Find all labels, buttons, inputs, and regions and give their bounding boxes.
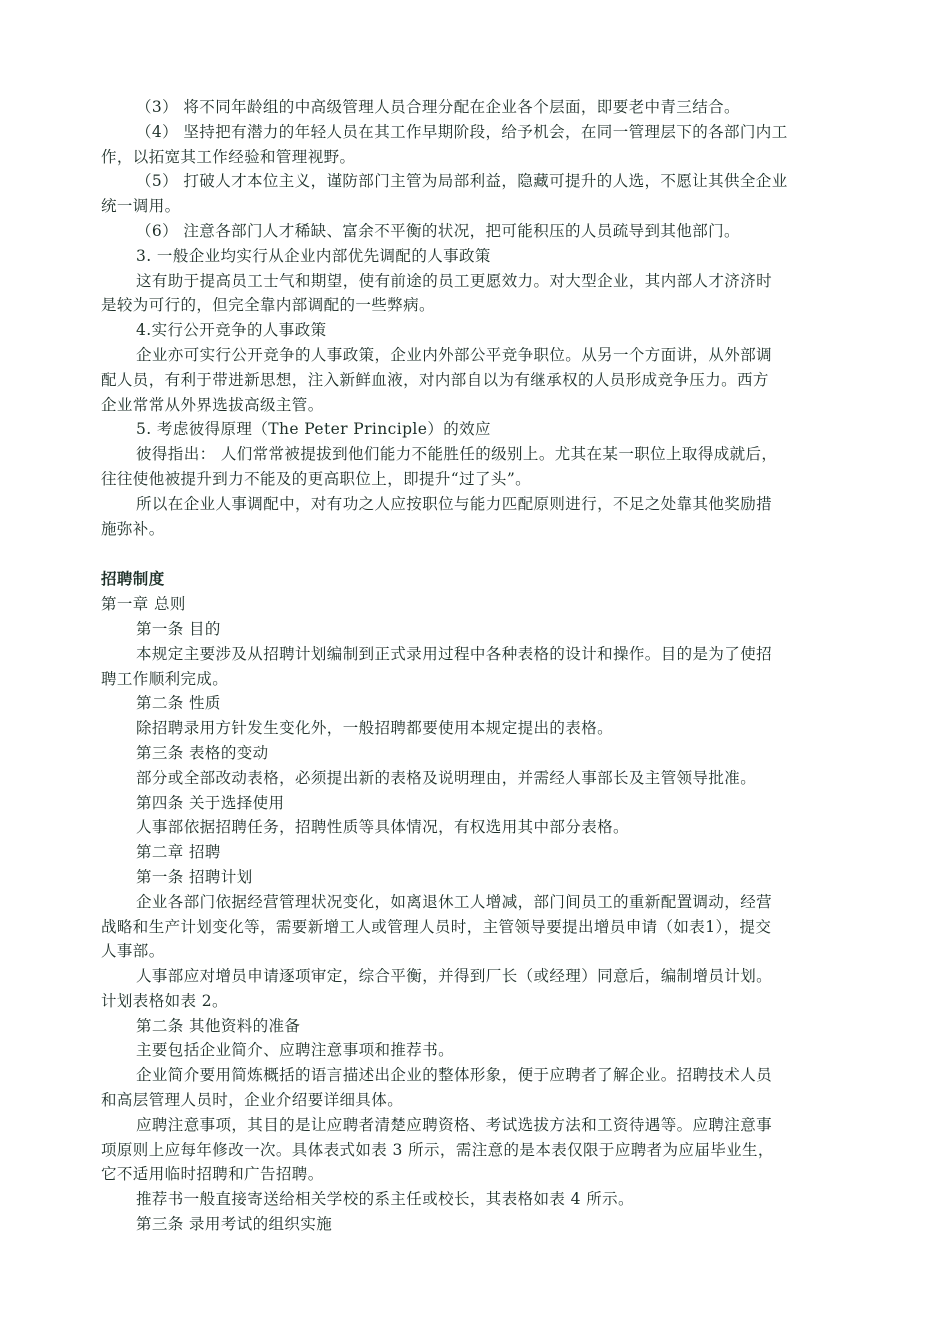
paragraph-line: 项原则上应每年修改一次。具体表式如表 3 所示，需注意的是本表仅限于应聘者为应届毕业生， bbox=[101, 1140, 774, 1159]
paragraph-line: 战略和生产计划变化等，需要新增工人或管理人员时，主管领导要提出增员申请（如表1），提交 bbox=[101, 917, 772, 936]
paragraph-line: 人事部。 bbox=[101, 942, 165, 961]
paragraph-line: 彼得指出： 人们常常被提拔到他们能力不能胜任的级别上。尤其在某一职位上取得成就后， bbox=[136, 445, 778, 464]
paragraph-line: 企业常常从外界选拔高级主管。 bbox=[101, 395, 324, 414]
paragraph-line: 施弥补。 bbox=[101, 519, 165, 538]
article-heading: 第一条 招聘计划 bbox=[136, 867, 253, 886]
paragraph-line: 企业各部门依据经营管理状况变化，如离退休工人增减，部门间员工的重新配置调动，经营 bbox=[136, 892, 773, 911]
paragraph-line: 企业简介要用简炼概括的语言描述出企业的整体形象，便于应聘者了解企业。招聘技术人员 bbox=[136, 1066, 773, 1085]
section-heading: 5. 考虑彼得原理（The Peter Principle）的效应 bbox=[136, 420, 491, 439]
paragraph-line: 聘工作顺利完成。 bbox=[101, 669, 229, 688]
paragraph-line: 配人员，有利于带进新思想，注入新鲜血液，对内部自以为有继承权的人员形成竞争压力。西方 bbox=[101, 370, 769, 389]
article-heading: 第一条 目的 bbox=[136, 619, 221, 638]
paragraph-line: 这有助于提高员工士气和期望，使有前途的员工更愿效力。对大型企业，其内部人才济济时 bbox=[136, 271, 773, 290]
chapter-heading: 第一章 总则 bbox=[101, 595, 186, 614]
paragraph-line: 除招聘录用方针发生变化外，一般招聘都要使用本规定提出的表格。 bbox=[136, 719, 614, 738]
paragraph-line: 本规定主要涉及从招聘计划编制到正式录用过程中各种表格的设计和操作。目的是为了使招 bbox=[136, 644, 773, 663]
paragraph-line: 人事部依据招聘任务，招聘性质等具体情况，有权选用其中部分表格。 bbox=[136, 818, 629, 837]
paragraph-line: 部分或全部改动表格，必须提出新的表格及说明理由，并需经人事部长及主管领导批准。 bbox=[136, 768, 757, 787]
paragraph-line: 推荐书一般直接寄送给相关学校的系主任或校长，其表格如表 4 所示。 bbox=[136, 1190, 634, 1209]
paragraph-line: （5） 打破人才本位主义，谨防部门主管为局部利益，隐藏可提升的人选，不愿让其供全企业 bbox=[136, 172, 788, 191]
blank-line bbox=[101, 541, 852, 567]
paragraph-line: （4） 坚持把有潜力的年轻人员在其工作早期阶段，给予机会，在同一管理层下的各部门内工 bbox=[136, 122, 788, 141]
paragraph-line: 是较为可行的，但完全靠内部调配的一些弊病。 bbox=[101, 296, 435, 315]
article-heading: 第四条 关于选择使用 bbox=[136, 793, 285, 812]
paragraph-line: 应聘注意事项，其目的是让应聘者清楚应聘资格、考试选拔方法和工资待遇等。应聘注意事 bbox=[136, 1115, 773, 1134]
section-heading: 4.实行公开竞争的人事政策 bbox=[136, 321, 327, 340]
article-heading: 第三条 表格的变动 bbox=[136, 743, 269, 762]
paragraph-line: 主要包括企业简介、应聘注意事项和推荐书。 bbox=[136, 1041, 455, 1060]
paragraph-line: （6） 注意各部门人才稀缺、富余不平衡的状况，把可能积压的人员疏导到其他部门。 bbox=[136, 221, 740, 240]
document-title: 招聘制度 bbox=[101, 570, 165, 589]
paragraph-line: 计划表格如表 2。 bbox=[101, 991, 228, 1010]
article-heading: 第三条 录用考试的组织实施 bbox=[136, 1215, 333, 1234]
paragraph-line: 作，以拓宽其工作经验和管理视野。 bbox=[101, 147, 356, 166]
paragraph-line: 往往使他被提升到力不能及的更高职位上，即提升“过了头”。 bbox=[101, 469, 532, 488]
paragraph-line: 它不适用临时招聘和广告招聘。 bbox=[101, 1165, 324, 1184]
chapter-heading: 第二章 招聘 bbox=[136, 843, 221, 862]
paragraph-line: 统一调用。 bbox=[101, 197, 181, 216]
paragraph-line: 和高层管理人员时，企业介绍要详细具体。 bbox=[101, 1091, 404, 1110]
paragraph-line: （3） 将不同年龄组的中高级管理人员合理分配在企业各个层面，即要老中青三结合。 bbox=[136, 98, 740, 116]
article-heading: 第二条 性质 bbox=[136, 694, 221, 713]
paragraph-line: 所以在企业人事调配中，对有功之人应按职位与能力匹配原则进行，不足之处靠其他奖励措 bbox=[136, 494, 773, 513]
article-heading: 第二条 其他资料的准备 bbox=[136, 1016, 301, 1035]
paragraph-line: 人事部应对增员申请逐项审定，综合平衡，并得到厂长（或经理）同意后，编制增员计划。 bbox=[136, 967, 773, 986]
section-heading: 3. 一般企业均实行从企业内部优先调配的人事政策 bbox=[136, 246, 491, 265]
paragraph-line: 企业亦可实行公开竞争的人事政策，企业内外部公平竞争职位。从另一个方面讲，从外部调 bbox=[136, 345, 773, 364]
